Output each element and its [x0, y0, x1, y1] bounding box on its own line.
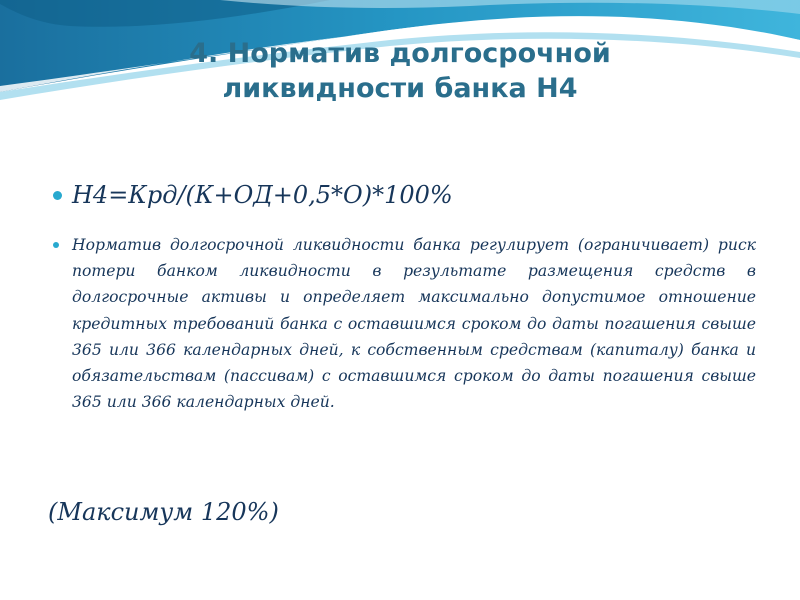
formula-bullet	[52, 180, 756, 210]
formula-text: Н4=Крд/(К+ОД+0,5*О)*100%	[72, 181, 453, 209]
maximum-note: (Максимум 120%)	[48, 498, 279, 526]
slide-title-line-1: 4. Норматив долгосрочной	[189, 38, 611, 69]
bullet-list	[52, 180, 756, 415]
description-bullet	[52, 232, 756, 415]
slide-title-line-2: ликвидности банка Н4	[222, 73, 578, 104]
description-text: Норматив долгосрочной ликвидности банка регулирует (ограничивает) риск потери банком ликвидности в результате размещения средств в долгосрочные активы и определяет максимально допустимое отношение кредитных требований банка с оставшимся сроком до даты погашения свыше 365 или 366 календарных дней, к собственным средствам (капиталу) банка и обязательствам (пассивам) с оставшимся сроком до даты погашения свыше 365 или 366 календарных дней.	[72, 236, 756, 412]
bullet-dot-icon	[53, 242, 59, 248]
bullet-dot-icon	[53, 191, 62, 200]
slide-title	[60, 36, 740, 106]
